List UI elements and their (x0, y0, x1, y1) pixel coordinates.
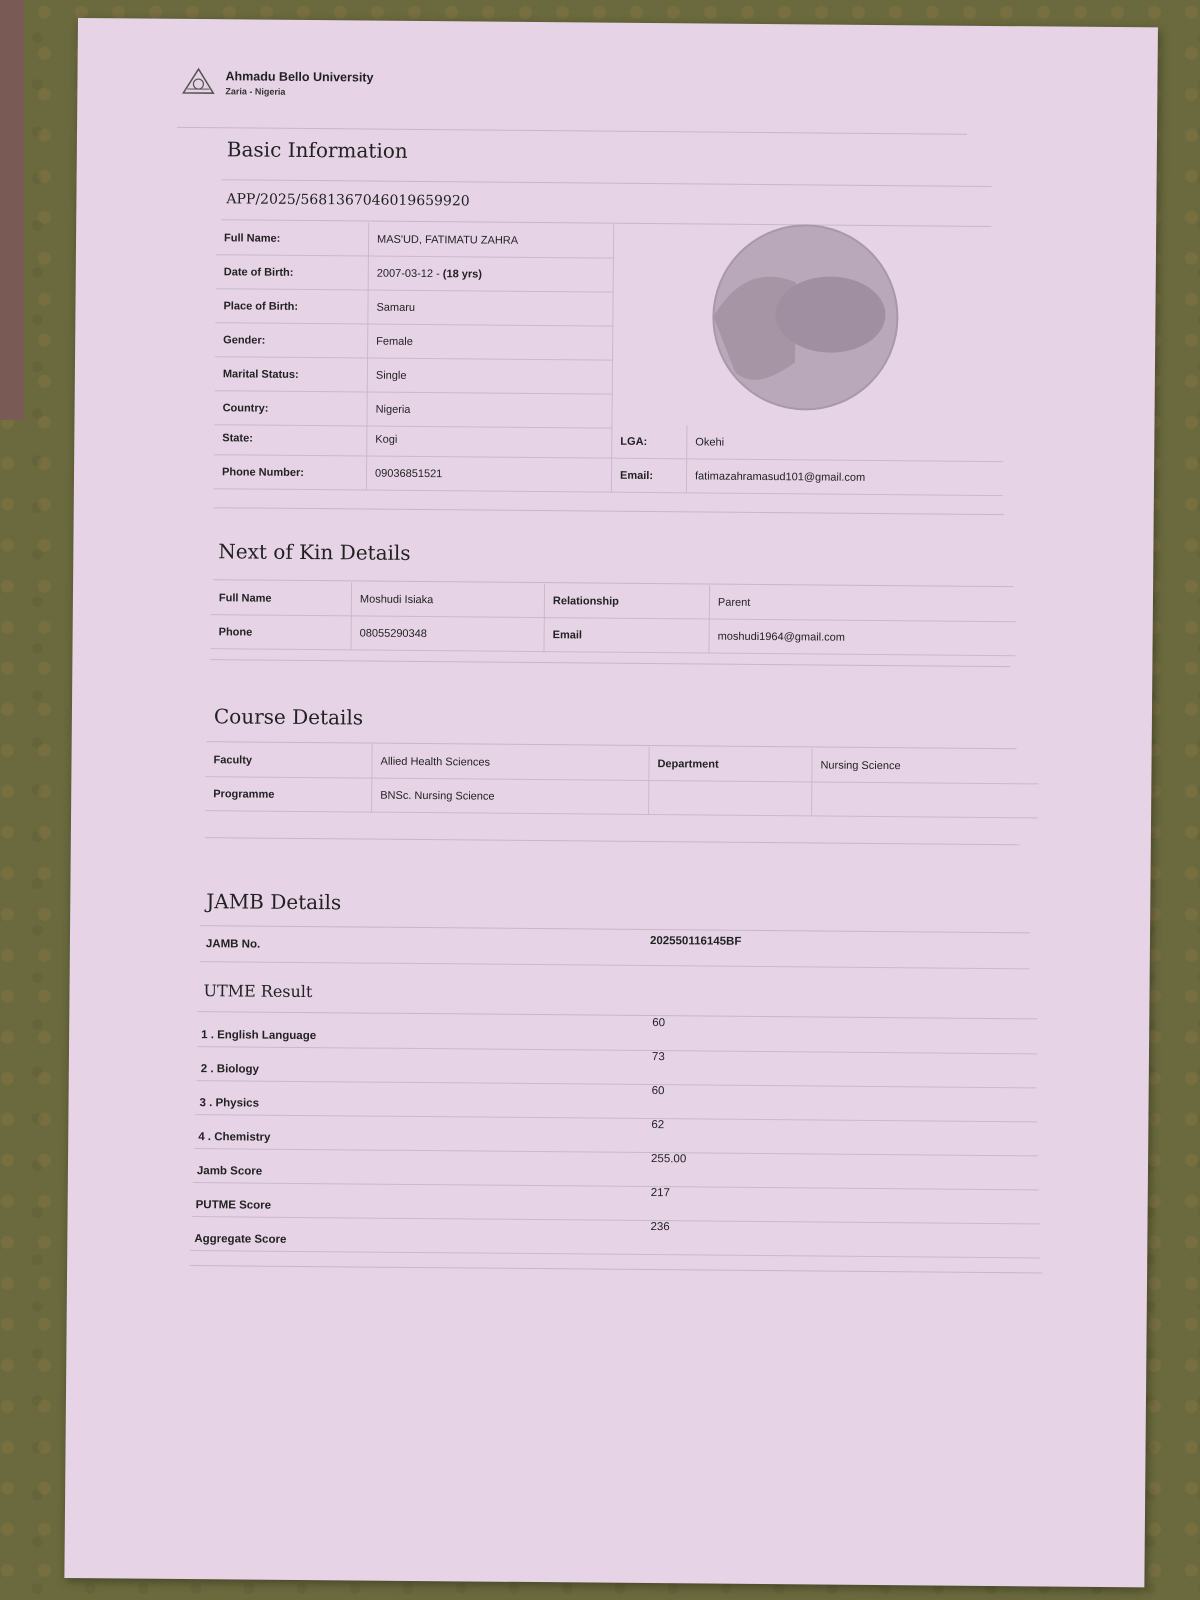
kin-name-label: Full Name (211, 581, 352, 616)
utme-result-title: UTME Result (203, 981, 313, 1002)
university-name: Ahmadu Bello University (225, 68, 374, 85)
table-row (211, 615, 1016, 656)
subject-score: 62 (651, 1119, 665, 1132)
subject-label: 2 . Biology (200, 1062, 260, 1076)
aggregate-score-row (190, 1217, 1040, 1258)
jamb-no-label: JAMB No. (205, 938, 261, 951)
full-name-label: Full Name: (216, 221, 369, 256)
dob-label: Date of Birth: (216, 255, 369, 290)
university-header (181, 67, 373, 99)
dob-date: 2007-03-12 - (376, 267, 443, 280)
phone-value: 09036851521 (366, 456, 611, 492)
programme-value: BNSc. Nursing Science (372, 778, 649, 814)
divider (214, 507, 1004, 515)
full-name-value: MAS'UD, FATIMATU ZAHRA (368, 223, 613, 259)
divider (190, 1265, 1042, 1273)
jamb-no-row (200, 927, 1030, 969)
subject-score: 60 (651, 1085, 665, 1098)
aggregate-score-label: Aggregate Score (194, 1232, 287, 1246)
next-of-kin-title: Next of Kin Details (218, 539, 411, 565)
kin-email-label: Email (544, 618, 709, 653)
putme-score-value: 217 (650, 1187, 671, 1200)
next-of-kin-table (210, 581, 1016, 656)
table-row (205, 777, 1038, 818)
table-row (216, 221, 614, 258)
divider (177, 127, 967, 135)
jamb-no-value: 202550116145BF (649, 935, 742, 948)
course-table (205, 743, 1039, 818)
divider (205, 837, 1020, 845)
gender-label: Gender: (215, 323, 368, 358)
printed-document (64, 18, 1158, 1587)
table-row (215, 357, 613, 394)
kin-phone-value: 08055290348 (351, 616, 544, 652)
subject-label: 3 . Physics (199, 1096, 260, 1110)
aggregate-score-value: 236 (650, 1221, 670, 1234)
state-value: Kogi (367, 423, 612, 459)
jamb-score-label: Jamb Score (196, 1164, 263, 1178)
application-number: APP/2025/5681367046019659920 (226, 191, 470, 210)
faculty-label: Faculty (205, 743, 372, 778)
kin-email-value: moshudi1964@gmail.com (709, 619, 1016, 656)
contact-table (214, 421, 1004, 496)
subject-label: 1 . English Language (201, 1028, 317, 1042)
country-label: Country: (214, 391, 367, 426)
divider (222, 179, 992, 187)
table-row (216, 255, 614, 292)
programme-label: Programme (205, 777, 372, 812)
kin-name-value: Moshudi Isiaka (351, 582, 544, 617)
empty-cell (649, 781, 812, 816)
faculty-value: Allied Health Sciences (372, 745, 649, 781)
empty-cell (812, 782, 1039, 818)
dob-value (368, 256, 613, 292)
gender-value: Female (368, 324, 613, 360)
table-row (214, 455, 1003, 496)
email-value: fatimazahramasud101@gmail.com (686, 459, 1003, 496)
department-value: Nursing Science (812, 748, 1039, 783)
marital-status-value: Single (367, 358, 612, 394)
jamb-details-title: JAMB Details (206, 889, 342, 915)
place-of-birth-label: Place of Birth: (215, 289, 368, 324)
department-label: Department (649, 747, 812, 782)
background-edge (0, 0, 24, 420)
subject-score: 73 (651, 1051, 665, 1064)
subject-score: 60 (652, 1017, 666, 1030)
lga-value: Okehi (687, 425, 1004, 461)
kin-relationship-label: Relationship (544, 584, 709, 619)
lga-label: LGA: (612, 425, 687, 459)
kin-phone-label: Phone (211, 615, 352, 650)
country-value: Nigeria (367, 392, 612, 428)
dob-age: (18 yrs) (442, 267, 483, 281)
basic-info-title: Basic Information (226, 137, 408, 163)
jamb-score-value: 255.00 (651, 1153, 687, 1166)
table-row (215, 323, 613, 360)
phone-label: Phone Number: (214, 455, 367, 490)
putme-score-label: PUTME Score (195, 1198, 272, 1212)
table-row (215, 289, 613, 326)
basic-info-table (214, 221, 614, 428)
divider (210, 659, 1010, 667)
place-of-birth-value: Samaru (368, 290, 613, 326)
email-label: Email: (611, 458, 686, 493)
subject-label: 4 . Chemistry (198, 1130, 271, 1144)
university-logo-icon (181, 67, 215, 97)
kin-relationship-value: Parent (709, 586, 1016, 622)
passport-photo (705, 221, 907, 413)
university-location: Zaria - Nigeria (225, 85, 286, 97)
course-details-title: Course Details (213, 704, 364, 730)
state-label: State: (214, 421, 367, 456)
marital-status-label: Marital Status: (215, 357, 368, 392)
